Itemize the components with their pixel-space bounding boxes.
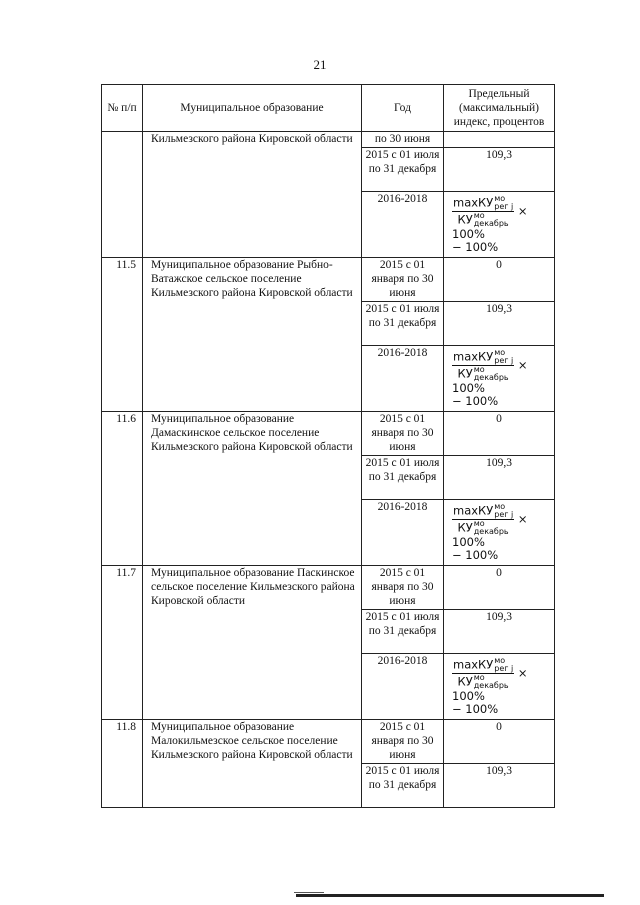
municipality-name: Муниципальное образование Паскинское сельское поселение Кильмезского района Кировской области: [143, 566, 362, 720]
formula-numerator: [452, 657, 514, 674]
formula-den-main: КУ: [457, 520, 473, 535]
formula-times: × 100%: [452, 358, 528, 395]
formula-den-main: КУ: [457, 674, 473, 689]
formula-denominator: [452, 212, 514, 228]
formula-den-sup: мо: [473, 519, 485, 528]
index-cell: 0: [444, 720, 555, 764]
index-cell: [444, 132, 555, 148]
formula-num-sub: рег j: [494, 356, 514, 365]
formula-num-sup: мо: [494, 502, 506, 511]
table-row: [102, 132, 555, 148]
formula-num-main: maxКУ: [453, 349, 494, 364]
formula-denominator: [452, 366, 514, 382]
formula-den-sub: декабрь: [473, 527, 509, 536]
table-row: [102, 720, 555, 764]
formula-num-main: maxКУ: [453, 503, 494, 518]
formula-den-sub: декабрь: [473, 219, 509, 228]
row-number: 11.5: [102, 258, 143, 412]
year-cell: 2015 с 01 января по 30 июня: [362, 720, 444, 764]
index-cell: 0: [444, 566, 555, 610]
formula-times: × 100%: [452, 512, 528, 549]
index-cell: 0: [444, 258, 555, 302]
year-cell: 2016-2018: [362, 654, 444, 720]
municipality-name: Кильмезского района Кировской области: [143, 132, 362, 258]
tariff-index-table: [101, 84, 555, 808]
year-cell: 2015 с 01 июля по 31 декабря: [362, 764, 444, 808]
formula-minus: − 100%: [452, 702, 499, 716]
formula-den-sub: декабрь: [473, 373, 509, 382]
table-row: [102, 258, 555, 302]
formula-numerator: [452, 195, 514, 212]
table-header-row: [102, 85, 555, 132]
index-cell: 109,3: [444, 456, 555, 500]
header-municipality: Муниципальное образование: [143, 85, 362, 132]
header-num: № п/п: [102, 85, 143, 132]
formula-num-sup: мо: [494, 194, 506, 203]
year-cell: 2015 с 01 января по 30 июня: [362, 566, 444, 610]
formula-denominator: [452, 674, 514, 690]
formula: [446, 346, 552, 408]
formula-den-sup: мо: [473, 365, 485, 374]
formula-denominator: [452, 520, 514, 536]
formula-minus: − 100%: [452, 394, 499, 408]
formula-den-sub: декабрь: [473, 681, 509, 690]
page-number: 21: [313, 57, 327, 72]
table-row: [102, 412, 555, 456]
formula-times: × 100%: [452, 204, 528, 241]
formula-num-main: maxКУ: [453, 195, 494, 210]
formula-num-sub: рег j: [494, 664, 514, 673]
formula-den-sup: мо: [473, 211, 485, 220]
formula: [446, 500, 552, 562]
row-number: 11.7: [102, 566, 143, 720]
header-year: Год: [362, 85, 444, 132]
index-cell: 109,3: [444, 610, 555, 654]
municipality-name: Муниципальное образование Рыбно-Ватажское сельское поселение Кильмезского района Кировской области: [143, 258, 362, 412]
row-number: 11.8: [102, 720, 143, 808]
footer-stroke: [294, 892, 324, 893]
index-cell: 109,3: [444, 302, 555, 346]
index-cell: [444, 346, 555, 412]
formula-fraction: [452, 349, 514, 382]
formula-num-main: maxКУ: [453, 657, 494, 672]
row-number: 11.6: [102, 412, 143, 566]
formula-minus: − 100%: [452, 548, 499, 562]
year-cell: 2015 с 01 января по 30 июня: [362, 412, 444, 456]
formula-fraction: [452, 195, 514, 228]
year-cell: 2015 с 01 июля по 31 декабря: [362, 610, 444, 654]
formula-minus: − 100%: [452, 240, 499, 254]
index-cell: [444, 654, 555, 720]
municipality-name: Муниципальное образование Дамаскинское сельское поселение Кильмезского района Кировской области: [143, 412, 362, 566]
index-cell: 0: [444, 412, 555, 456]
formula-den-main: КУ: [457, 212, 473, 227]
index-cell: 109,3: [444, 148, 555, 192]
formula: [446, 192, 552, 254]
index-cell: [444, 500, 555, 566]
year-cell: 2015 с 01 июля по 31 декабря: [362, 148, 444, 192]
year-cell: 2016-2018: [362, 346, 444, 412]
municipality-name: Муниципальное образование Малокильмезское сельское поселение Кильмезского района Кировской области: [143, 720, 362, 808]
year-cell: 2015 с 01 января по 30 июня: [362, 258, 444, 302]
formula-den-sup: мо: [473, 673, 485, 682]
year-cell: 2015 с 01 июля по 31 декабря: [362, 456, 444, 500]
formula-num-sup: мо: [494, 656, 506, 665]
formula-fraction: [452, 503, 514, 536]
formula-num-sub: рег j: [494, 202, 514, 211]
formula-numerator: [452, 349, 514, 366]
header-index: Предельный (максимальный) индекс, процентов: [444, 85, 555, 132]
footer-line: [296, 894, 604, 897]
year-cell: 2015 с 01 июля по 31 декабря: [362, 302, 444, 346]
formula-den-main: КУ: [457, 366, 473, 381]
table-row: [102, 566, 555, 610]
year-cell: 2016-2018: [362, 500, 444, 566]
formula-num-sup: мо: [494, 348, 506, 357]
formula-numerator: [452, 503, 514, 520]
formula-num-sub: рег j: [494, 510, 514, 519]
formula: [446, 654, 552, 716]
formula-times: × 100%: [452, 666, 528, 703]
year-cell: по 30 июня: [362, 132, 444, 148]
year-cell: 2016-2018: [362, 192, 444, 258]
row-number: [102, 132, 143, 258]
index-cell: [444, 192, 555, 258]
index-cell: 109,3: [444, 764, 555, 808]
formula-fraction: [452, 657, 514, 690]
